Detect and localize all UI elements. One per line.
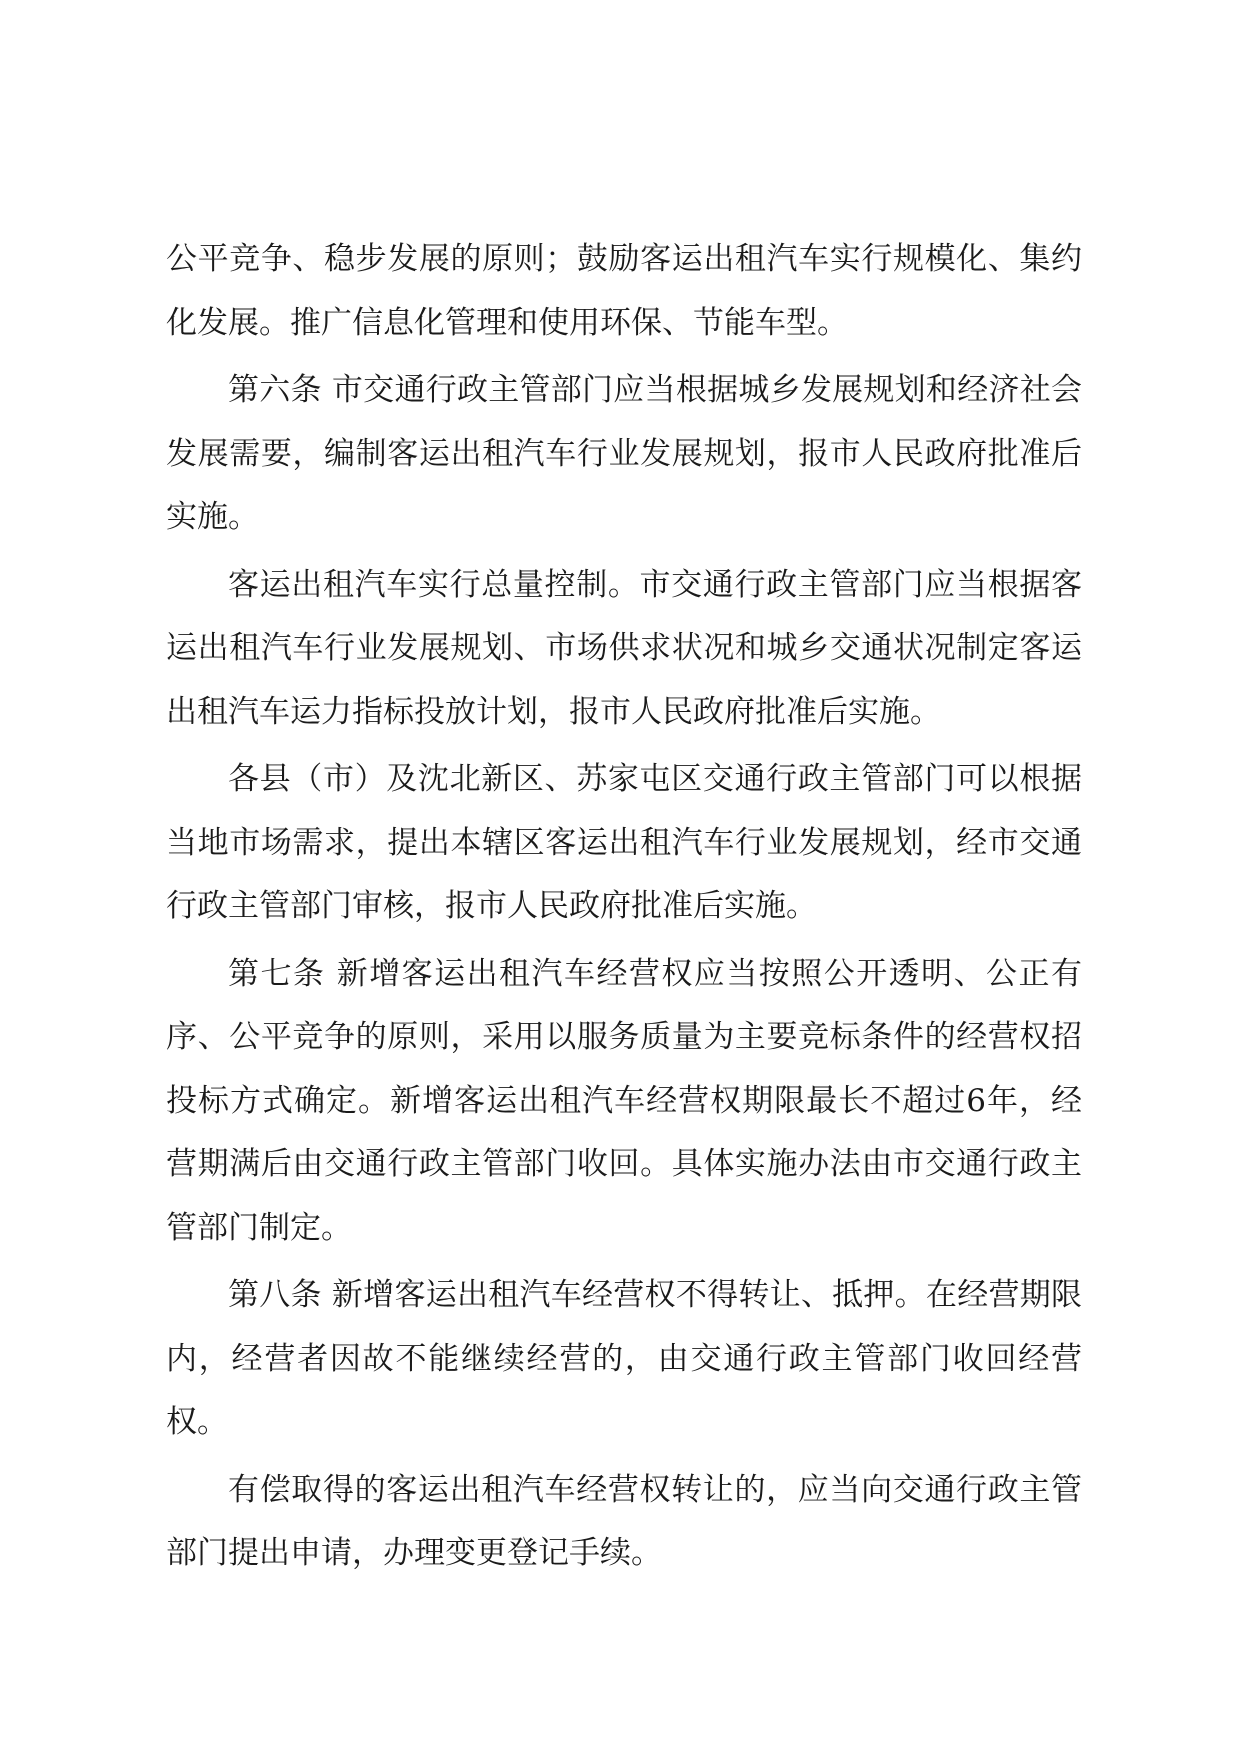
paragraph-transfer: 有偿取得的客运出租汽车经营权转让的，应当向交通行政主管部门提出申请，办理变更登记手续。 xyxy=(166,1471,1082,1571)
paragraph-article-8: 第八条 新增客运出租汽车经营权不得转让、抵押。在经营期限内，经营者因故不能继续经营的，由交通行政主管部门收回经营权。 xyxy=(166,1277,1082,1440)
paragraph-continuation: 公平竞争、稳步发展的原则；鼓励客运出租汽车实行规模化、集约化发展。推广信息化管理和使用环保、节能车型。 xyxy=(166,241,1082,341)
paragraph-total-control: 客运出租汽车实行总量控制。市交通行政主管部门应当根据客运出租汽车行业发展规划、市场供求状况和城乡交通状况制定客运出租汽车运力指标投放计划，报市人民政府批准后实施。 xyxy=(166,566,1082,730)
document-body xyxy=(166,228,1082,1590)
paragraph-article-6: 第六条 市交通行政主管部门应当根据城乡发展规划和经济社会发展需要，编制客运出租汽车行业发展规划，报市人民政府批准后实施。 xyxy=(166,372,1082,535)
paragraph-article-7: 第七条 新增客运出租汽车经营权应当按照公开透明、公正有序、公平竞争的原则，采用以服务质量为主要竞标条件的经营权招投标方式确定。新增客运出租汽车经营权期限最长不超过6年，经营期满后由交通行政主管部门收回。具体实施办法由市交通行政主管部门制定。 xyxy=(166,955,1082,1246)
paragraph-county-planning: 各县（市）及沈北新区、苏家屯区交通行政主管部门可以根据当地市场需求，提出本辖区客运出租汽车行业发展规划，经市交通行政主管部门审核，报市人民政府批准后实施。 xyxy=(166,761,1082,924)
